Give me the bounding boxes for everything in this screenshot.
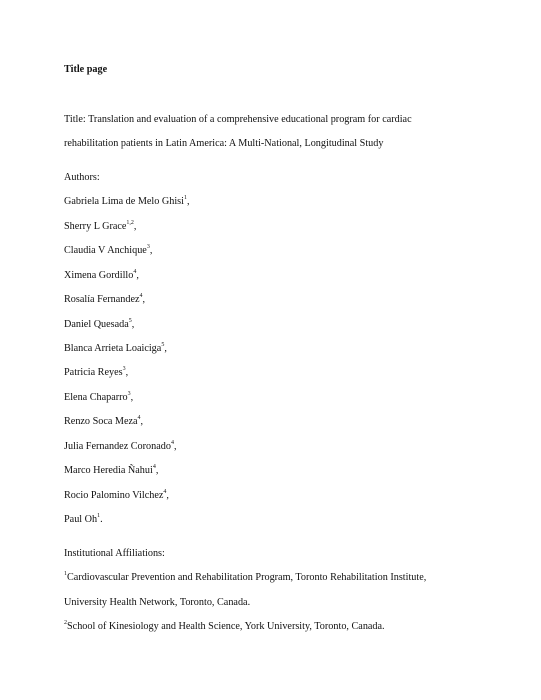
affiliation-mark: 2 xyxy=(64,619,67,626)
author-punct: , xyxy=(140,416,144,427)
author-punct: , xyxy=(136,270,139,281)
author-punct: , xyxy=(131,319,135,330)
author-name: Claudia V Anchique xyxy=(64,245,147,256)
author-punct: , xyxy=(133,221,137,232)
title-line-2: rehabilitation patients in Latin America: A Multi-National, Longitudinal Study xyxy=(64,138,384,149)
author-14 xyxy=(64,514,103,526)
author-punct: , xyxy=(155,465,159,476)
author-9 xyxy=(64,392,133,404)
author-3 xyxy=(64,245,152,257)
title-page-heading: Title page xyxy=(64,64,108,75)
title-line-1: Title: Translation and evaluation of a comprehensive educational program for cardiac xyxy=(64,114,412,125)
author-affiliation-mark: 1,2 xyxy=(126,219,134,226)
author-12 xyxy=(64,465,158,477)
author-name: Ximena Gordillo xyxy=(64,270,134,281)
author-affiliation-mark: 4 xyxy=(163,488,167,495)
author-name: Paul Oh xyxy=(64,514,98,525)
author-name: Rosalía Fernandez xyxy=(64,294,140,305)
affiliation-1-line-2: University Health Network, Toronto, Canada. xyxy=(64,597,251,608)
author-10 xyxy=(64,416,143,428)
author-name: Marco Heredia Ñahui xyxy=(64,465,153,476)
author-4 xyxy=(64,270,139,282)
affiliation-1-line-1 xyxy=(64,572,426,584)
author-punct: , xyxy=(164,343,167,354)
author-name: Rocio Palomino Vilchez xyxy=(64,490,164,501)
author-punct: , xyxy=(125,367,129,378)
author-affiliation-mark: 1 xyxy=(183,194,187,201)
author-affiliation-mark: 4 xyxy=(139,292,143,299)
affiliation-text: Cardiovascular Prevention and Rehabilitation Program, Toronto Rehabilitation Institute, xyxy=(67,572,427,583)
author-punct: , xyxy=(149,245,153,256)
author-name: Daniel Quesada xyxy=(64,319,129,330)
affiliation-2-line-1 xyxy=(64,621,385,633)
affiliation-text: School of Kinesiology and Health Science, York University, Toronto, Canada. xyxy=(67,621,385,632)
author-punct: , xyxy=(142,294,146,305)
author-11 xyxy=(64,441,177,453)
author-affiliation-mark: 4 xyxy=(152,463,156,470)
author-name: Sherry L Grace xyxy=(64,221,127,232)
author-affiliation-mark: 1 xyxy=(97,512,101,519)
author-punct: , xyxy=(130,392,134,403)
author-affiliation-mark: 4 xyxy=(137,414,141,421)
affiliation-mark: 1 xyxy=(64,570,67,577)
author-affiliation-mark: 5 xyxy=(128,317,132,324)
author-name: Patricia Reyes xyxy=(64,367,123,378)
author-punct: , xyxy=(173,441,177,452)
author-8 xyxy=(64,367,128,379)
author-2 xyxy=(64,221,136,233)
authors-label: Authors: xyxy=(64,172,100,183)
author-punct: . xyxy=(100,514,103,525)
author-affiliation-mark: 4 xyxy=(133,268,137,275)
author-affiliation-mark: 3 xyxy=(146,243,150,250)
author-punct: , xyxy=(186,196,190,207)
author-name: Renzo Soca Meza xyxy=(64,416,138,427)
affiliations-label: Institutional Affiliations: xyxy=(64,548,165,559)
author-affiliation-mark: 5 xyxy=(161,341,165,348)
author-name: Gabriela Lima de Melo Ghisi xyxy=(64,196,184,207)
author-affiliation-mark: 4 xyxy=(170,439,174,446)
author-6 xyxy=(64,319,134,331)
author-5 xyxy=(64,294,145,306)
author-name: Blanca Arrieta Loaiciga xyxy=(64,343,162,354)
author-name: Elena Chaparro xyxy=(64,392,128,403)
author-7 xyxy=(64,343,167,355)
author-13 xyxy=(64,490,169,502)
author-affiliation-mark: 3 xyxy=(127,390,131,397)
author-name: Julia Fernandez Coronado xyxy=(64,441,171,452)
author-affiliation-mark: 3 xyxy=(122,365,126,372)
author-1 xyxy=(64,196,190,208)
author-punct: , xyxy=(166,490,169,501)
